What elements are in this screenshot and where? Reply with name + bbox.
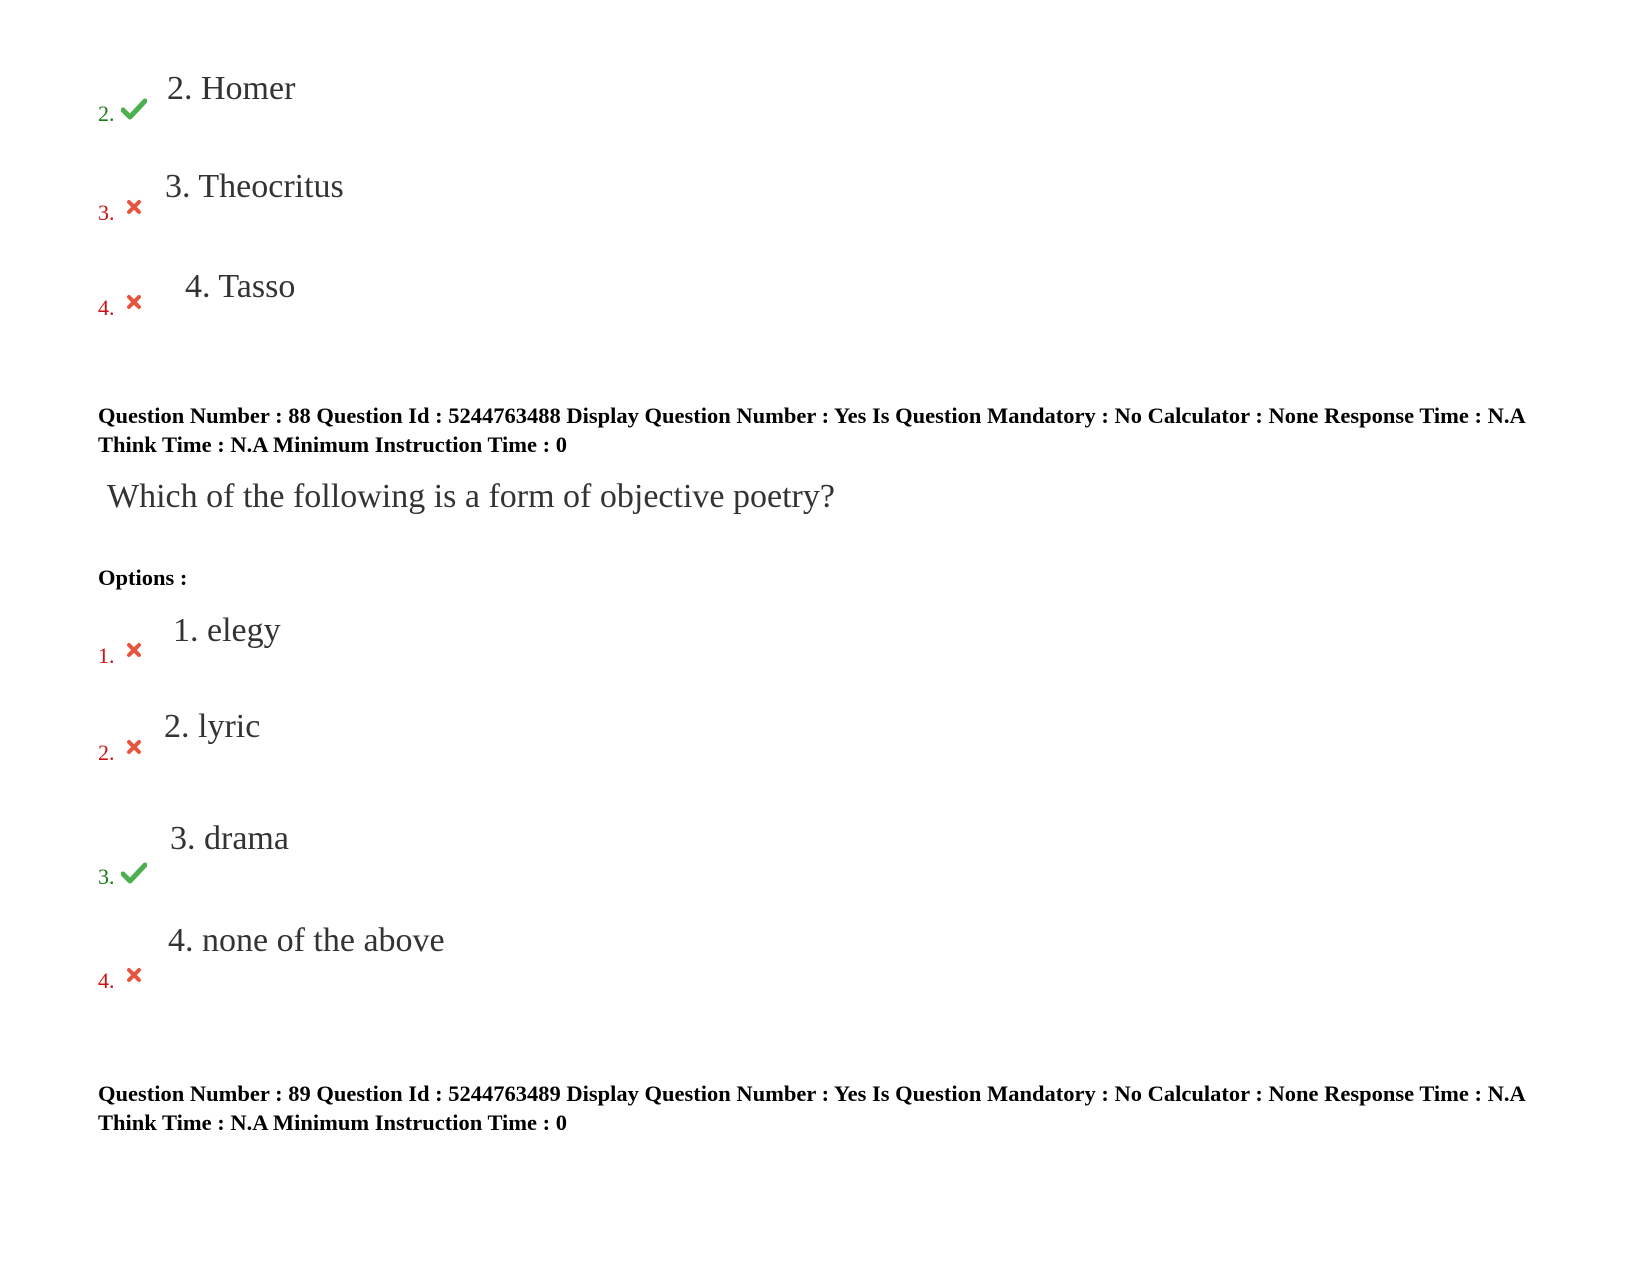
cross-icon [126, 199, 142, 220]
option-text: 1. elegy [173, 612, 281, 649]
option-row [0, 612, 900, 692]
option-text: 4. none of the above [168, 922, 445, 959]
options-label: Options : [98, 565, 188, 590]
option-number: 4. [98, 295, 115, 320]
checkmark-icon [121, 862, 147, 889]
option-number: 2. [98, 740, 115, 765]
option-row [0, 268, 900, 348]
option-text: 4. Tasso [185, 268, 296, 305]
option-number: 3. [98, 200, 115, 225]
option-row [0, 708, 900, 788]
cross-icon [126, 739, 142, 760]
option-row [0, 168, 900, 248]
option-text: 2. Homer [167, 70, 296, 107]
question-meta: Question Number : 88 Question Id : 5244763488 Display Question Number : Yes Is Question Mandatory : No Calculator : None Response Time : N.A Think Time : N.A Minimum Instruction Time : 0 [98, 403, 1525, 457]
question-text: Which of the following is a form of objective poetry? [107, 478, 835, 515]
question-meta: Question Number : 89 Question Id : 5244763489 Display Question Number : Yes Is Question Mandatory : No Calculator : None Response Time : N.A Think Time : N.A Minimum Instruction Time : 0 [98, 1081, 1525, 1135]
option-row [0, 820, 900, 900]
option-text: 2. lyric [164, 708, 261, 745]
cross-icon [126, 642, 142, 663]
option-row [0, 922, 900, 1002]
option-number: 4. [98, 968, 115, 993]
checkmark-icon [121, 98, 147, 125]
cross-icon [126, 967, 142, 988]
option-text: 3. Theocritus [165, 168, 344, 205]
option-number: 1. [98, 643, 115, 668]
option-text: 3. drama [170, 820, 289, 857]
option-row [0, 70, 900, 150]
option-number: 2. [98, 101, 115, 126]
option-number: 3. [98, 864, 115, 889]
cross-icon [126, 294, 142, 315]
